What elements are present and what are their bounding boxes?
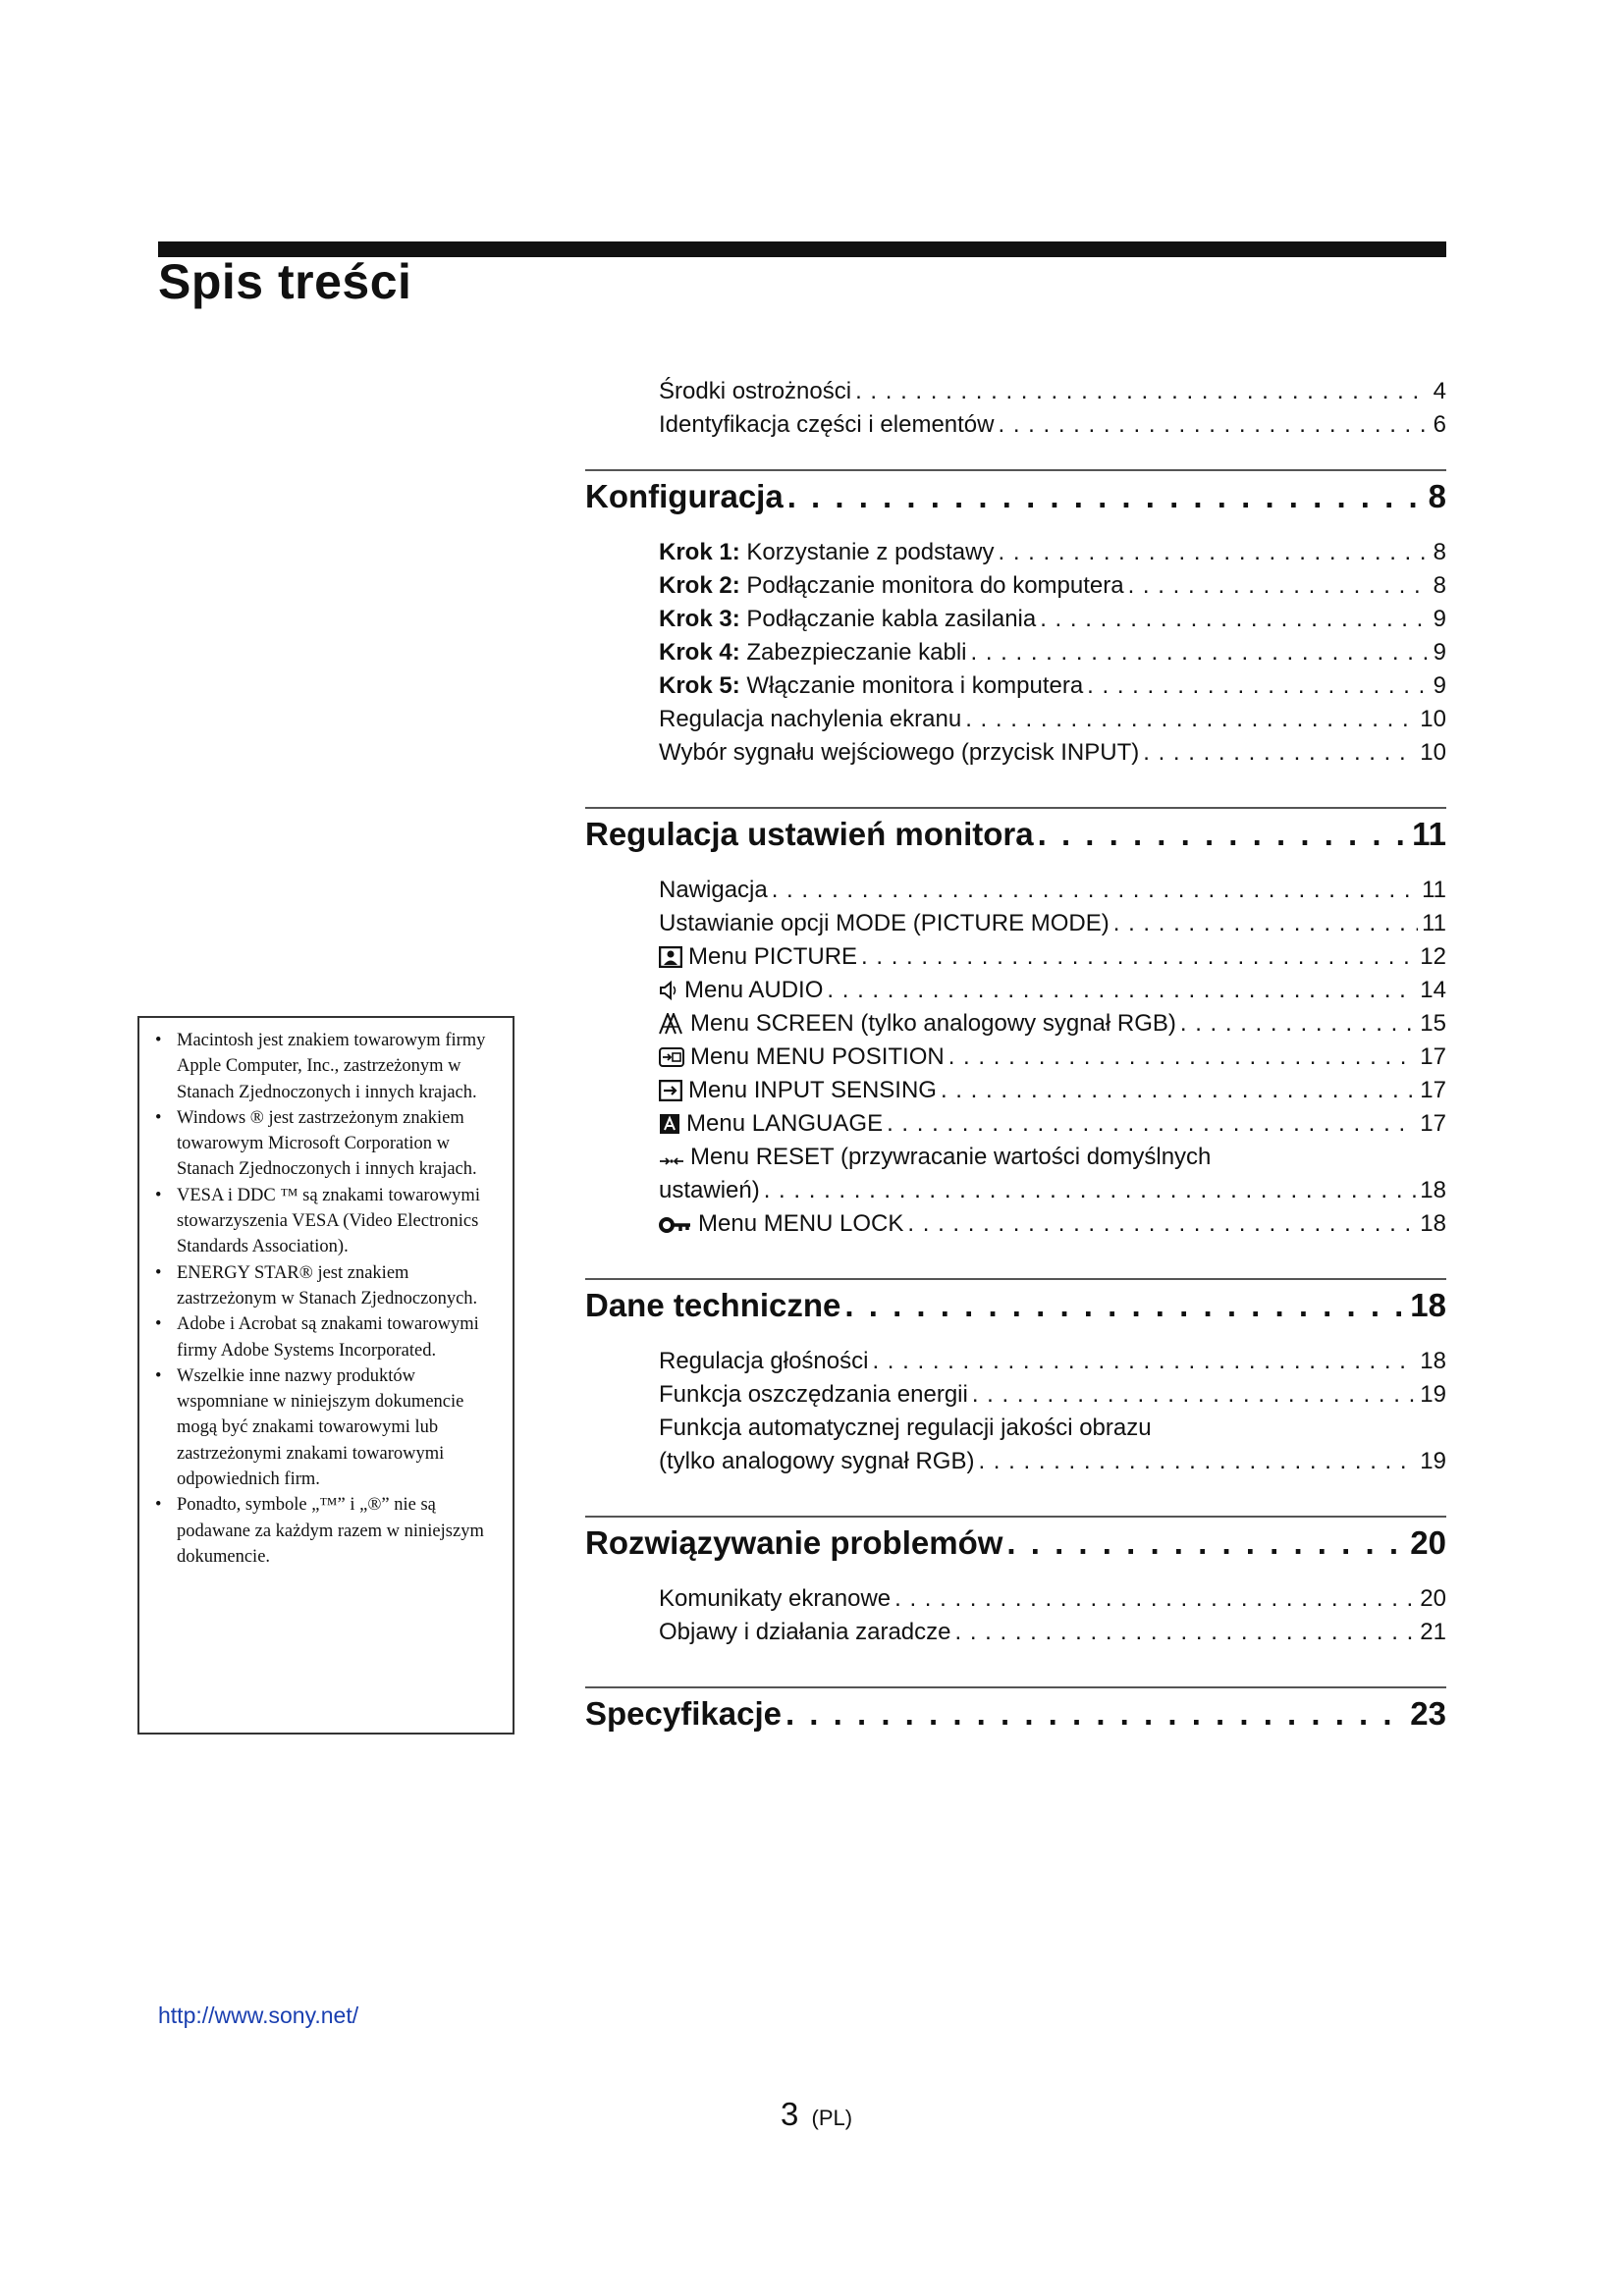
- toc-entry-label: Regulacja głośności: [659, 1348, 869, 1374]
- toc-entry-line: Funkcja automatycznej regulacji jakości obrazu: [659, 1415, 1152, 1441]
- leader-dots: [972, 1378, 1416, 1412]
- toc-entry-label: [659, 569, 1124, 603]
- toc-entry-label: [659, 1041, 945, 1074]
- section-entries: [659, 1345, 1446, 1478]
- section-title: Regulacja ustawień monitora: [585, 816, 1034, 852]
- step-label: Krok 3:: [659, 606, 740, 632]
- toc-entry-label: ustawień): [659, 1177, 760, 1203]
- toc-entry-label: Objawy i działania zaradcze: [659, 1619, 951, 1645]
- leader-dots: [948, 1041, 1417, 1074]
- leader-dots: [998, 536, 1429, 569]
- reset-icon: [659, 1154, 684, 1168]
- section-title: Rozwiązywanie problemów: [585, 1524, 1003, 1561]
- leader-dots: [978, 1445, 1416, 1478]
- leader-dots: [971, 636, 1430, 669]
- toc-entry[interactable]: [659, 1582, 1446, 1616]
- leader-dots: [894, 1582, 1416, 1616]
- toc-entry-label: [659, 1074, 937, 1107]
- toc-entry[interactable]: [659, 1007, 1446, 1041]
- section-entries: [659, 874, 1446, 1241]
- toc-entry-line: [659, 1141, 1446, 1174]
- section-rozwiazywanie-problemow: [585, 1516, 1446, 1649]
- toc-entry-text: Podłączanie monitora do komputera: [746, 572, 1124, 599]
- toc-entry-page: 15: [1420, 1010, 1446, 1037]
- toc-entry-page: 11: [1422, 910, 1446, 936]
- toc-entry-label: Regulacja nachylenia ekranu: [659, 706, 962, 732]
- toc-entry-page: 4: [1433, 378, 1446, 404]
- toc-entry[interactable]: [659, 736, 1446, 770]
- page-language: (PL): [811, 2106, 853, 2130]
- leader-dots: [1087, 669, 1429, 703]
- toc-entry[interactable]: [659, 1412, 1446, 1478]
- leader-dots: [1038, 811, 1409, 858]
- toc-entry[interactable]: [659, 1616, 1446, 1649]
- toc-entry-label: (tylko analogowy sygnał RGB): [659, 1448, 975, 1474]
- toc-entry-page: 9: [1433, 606, 1446, 632]
- toc-entry-line: [659, 1445, 1446, 1478]
- picture-icon: [659, 946, 682, 968]
- toc-entry[interactable]: [659, 669, 1446, 703]
- leader-dots: [855, 375, 1430, 408]
- toc-entry-text: Korzystanie z podstawy: [746, 539, 995, 565]
- section-regulacja: [585, 807, 1446, 1241]
- trademark-item: • Windows ® jest zastrzeżonym znakiem towarowym Microsoft Corporation w Stanach Zjednoczonych i innych krajach.: [153, 1105, 503, 1183]
- leader-dots: [772, 874, 1418, 907]
- leader-dots: [907, 1207, 1416, 1241]
- toc-entry[interactable]: [659, 1074, 1446, 1107]
- leader-dots: [785, 1690, 1406, 1737]
- leader-dots: [1143, 736, 1416, 770]
- toc-entry[interactable]: [659, 636, 1446, 669]
- toc-entry-page: 18: [1420, 1348, 1446, 1374]
- leader-dots: [861, 940, 1416, 974]
- toc-entry-page: 8: [1433, 539, 1446, 565]
- toc-entry[interactable]: [659, 1207, 1446, 1241]
- intro-entries: [659, 375, 1446, 442]
- page-number: [781, 2096, 852, 2133]
- toc-entry[interactable]: [659, 974, 1446, 1007]
- section-heading[interactable]: [585, 473, 1446, 520]
- section-heading[interactable]: [585, 811, 1446, 858]
- section-page: 8: [1428, 478, 1446, 514]
- screen-icon: [659, 1013, 684, 1035]
- table-of-contents: [585, 375, 1446, 1753]
- leader-dots: [965, 703, 1416, 736]
- toc-entry-page: 19: [1420, 1448, 1446, 1474]
- section-heading[interactable]: [585, 1282, 1446, 1329]
- toc-entry-page: 14: [1420, 977, 1446, 1003]
- toc-entry[interactable]: [659, 1378, 1446, 1412]
- toc-entry-label: [659, 1007, 1176, 1041]
- toc-entry[interactable]: [659, 375, 1446, 408]
- toc-entry[interactable]: [659, 569, 1446, 603]
- toc-entry-text: Menu INPUT SENSING: [688, 1077, 937, 1103]
- step-label: Krok 4:: [659, 639, 740, 666]
- toc-entry-page: 20: [1420, 1585, 1446, 1612]
- trademark-item: • Macintosh jest znakiem towarowym firmy Apple Computer, Inc., zastrzeżonym w Stanach Zjednoczonych i innych krajach.: [153, 1028, 503, 1105]
- toc-entry[interactable]: [659, 536, 1446, 569]
- toc-entry-label: [659, 940, 857, 974]
- leader-dots: [1128, 569, 1430, 603]
- toc-entry-label: Ustawianie opcji MODE (PICTURE MODE): [659, 910, 1110, 936]
- leader-dots: [787, 473, 1425, 520]
- leader-dots: [1040, 603, 1429, 636]
- section-entries: [659, 1582, 1446, 1649]
- leader-dots: [998, 408, 1429, 442]
- toc-entry-label: Funkcja oszczędzania energii: [659, 1381, 968, 1408]
- language-icon: [659, 1113, 680, 1135]
- toc-entry-text: Menu MENU POSITION: [690, 1043, 945, 1070]
- section-title: Specyfikacje: [585, 1695, 782, 1732]
- toc-entry[interactable]: [659, 1041, 1446, 1074]
- leader-dots: [764, 1174, 1417, 1207]
- menu-position-icon: [659, 1046, 684, 1068]
- page-title: Spis treści: [158, 254, 412, 309]
- toc-entry-page: 11: [1422, 877, 1446, 903]
- section-heading[interactable]: [585, 1690, 1446, 1737]
- toc-entry[interactable]: [659, 408, 1446, 442]
- section-konfiguracja: [585, 469, 1446, 770]
- toc-entry-page: 21: [1420, 1619, 1446, 1645]
- toc-entry[interactable]: [659, 703, 1446, 736]
- section-heading[interactable]: [585, 1520, 1446, 1567]
- toc-entry-label: [659, 636, 967, 669]
- toc-entry-page: 9: [1433, 639, 1446, 666]
- toc-entry-page: 12: [1420, 943, 1446, 970]
- section-page: 11: [1412, 816, 1446, 852]
- toc-entry-label: [659, 603, 1036, 636]
- toc-entry[interactable]: [659, 603, 1446, 636]
- toc-entry-text: Menu MENU LOCK: [698, 1210, 904, 1237]
- section-title: Konfiguracja: [585, 478, 784, 514]
- toc-entry-text: Włączanie monitora i komputera: [746, 672, 1084, 699]
- section-page: 18: [1410, 1287, 1446, 1323]
- toc-entry[interactable]: [659, 940, 1446, 974]
- toc-entry-label: [659, 1107, 883, 1141]
- trademark-item: • VESA i DDC ™ są znakami towarowymi stowarzyszenia VESA (Video Electronics Standards Association).: [153, 1183, 503, 1260]
- toc-entry-page: 17: [1420, 1110, 1446, 1137]
- toc-entry-text: Menu PICTURE: [688, 943, 858, 970]
- toc-entry-label: [659, 669, 1083, 703]
- toc-entry-line: [659, 1174, 1446, 1207]
- toc-entry-page: 8: [1433, 572, 1446, 599]
- toc-entry-text: Menu SCREEN (tylko analogowy sygnał RGB): [690, 1010, 1176, 1037]
- page-number-value: 3: [781, 2096, 799, 2132]
- toc-entry-page: 17: [1420, 1077, 1446, 1103]
- key-icon: [659, 1215, 692, 1235]
- leader-dots: [887, 1107, 1416, 1141]
- toc-entry-page: 18: [1420, 1177, 1446, 1203]
- leader-dots: [827, 974, 1416, 1007]
- toc-entry[interactable]: [659, 1107, 1446, 1141]
- step-label: Krok 2:: [659, 572, 740, 599]
- toc-entry-text: Podłączanie kabla zasilania: [746, 606, 1037, 632]
- toc-entry-text: Menu LANGUAGE: [686, 1110, 884, 1137]
- toc-entry-page: 10: [1420, 739, 1446, 766]
- toc-entry-page: 6: [1433, 411, 1446, 438]
- toc-entry-text: Menu AUDIO: [684, 977, 824, 1003]
- section-page: 23: [1410, 1695, 1446, 1732]
- toc-entry-label: Nawigacja: [659, 877, 768, 903]
- toc-entry-label: [659, 1207, 903, 1241]
- leader-dots: [872, 1345, 1416, 1378]
- toc-entry-page: 9: [1433, 672, 1446, 699]
- leader-dots: [954, 1616, 1416, 1649]
- trademark-item: • Adobe i Acrobat są znakami towarowymi firmy Adobe Systems Incorporated.: [153, 1311, 503, 1363]
- toc-entry-label: Wybór sygnału wejściowego (przycisk INPUT): [659, 739, 1140, 766]
- leader-dots: [1180, 1007, 1416, 1041]
- toc-entry-label: [659, 974, 823, 1007]
- section-title: Dane techniczne: [585, 1287, 841, 1323]
- audio-icon: [659, 980, 678, 1001]
- toc-entry-page: 18: [1420, 1210, 1446, 1237]
- toc-entry-page: 17: [1420, 1043, 1446, 1070]
- toc-entry-label: Identyfikacja części i elementów: [659, 411, 995, 438]
- toc-entry-text: Menu RESET (przywracanie wartości domyślnych: [690, 1144, 1212, 1170]
- toc-entry[interactable]: [659, 1345, 1446, 1378]
- toc-entry-label: [659, 536, 994, 569]
- toc-entry-label: Komunikaty ekranowe: [659, 1585, 892, 1612]
- step-label: Krok 5:: [659, 672, 740, 699]
- trademark-item: • Wszelkie inne nazwy produktów wspomniane w niniejszym dokumencie mogą być znakami towarowymi lub zastrzeżonymi znakami towarowymi odpowiednich firm.: [153, 1363, 503, 1492]
- leader-dots: [844, 1282, 1406, 1329]
- section-specyfikacje: [585, 1686, 1446, 1737]
- trademark-list: [153, 1028, 503, 1570]
- section-dane-techniczne: [585, 1278, 1446, 1478]
- step-label: Krok 1:: [659, 539, 740, 565]
- toc-entry-page: 19: [1420, 1381, 1446, 1408]
- leader-dots: [941, 1074, 1416, 1107]
- trademark-notice-box: [137, 1016, 514, 1735]
- toc-entry-label: Środki ostrożności: [659, 378, 852, 404]
- toc-entry[interactable]: [659, 907, 1446, 940]
- section-page: 20: [1410, 1524, 1446, 1561]
- section-entries: [659, 536, 1446, 770]
- toc-entry-text: Zabezpieczanie kabli: [746, 639, 967, 666]
- sony-url-link[interactable]: http://www.sony.net/: [158, 2002, 359, 2028]
- leader-dots: [1113, 907, 1418, 940]
- toc-entry[interactable]: [659, 1141, 1446, 1207]
- trademark-item: • ENERGY STAR® jest znakiem zastrzeżonym w Stanach Zjednoczonych.: [153, 1260, 503, 1312]
- leader-dots: [1006, 1520, 1406, 1567]
- toc-entry-page: 10: [1420, 706, 1446, 732]
- input-sensing-icon: [659, 1080, 682, 1101]
- trademark-item: • Ponadto, symbole „™” i „®” nie są podawane za każdym razem w niniejszym dokumencie.: [153, 1492, 503, 1570]
- toc-entry[interactable]: [659, 874, 1446, 907]
